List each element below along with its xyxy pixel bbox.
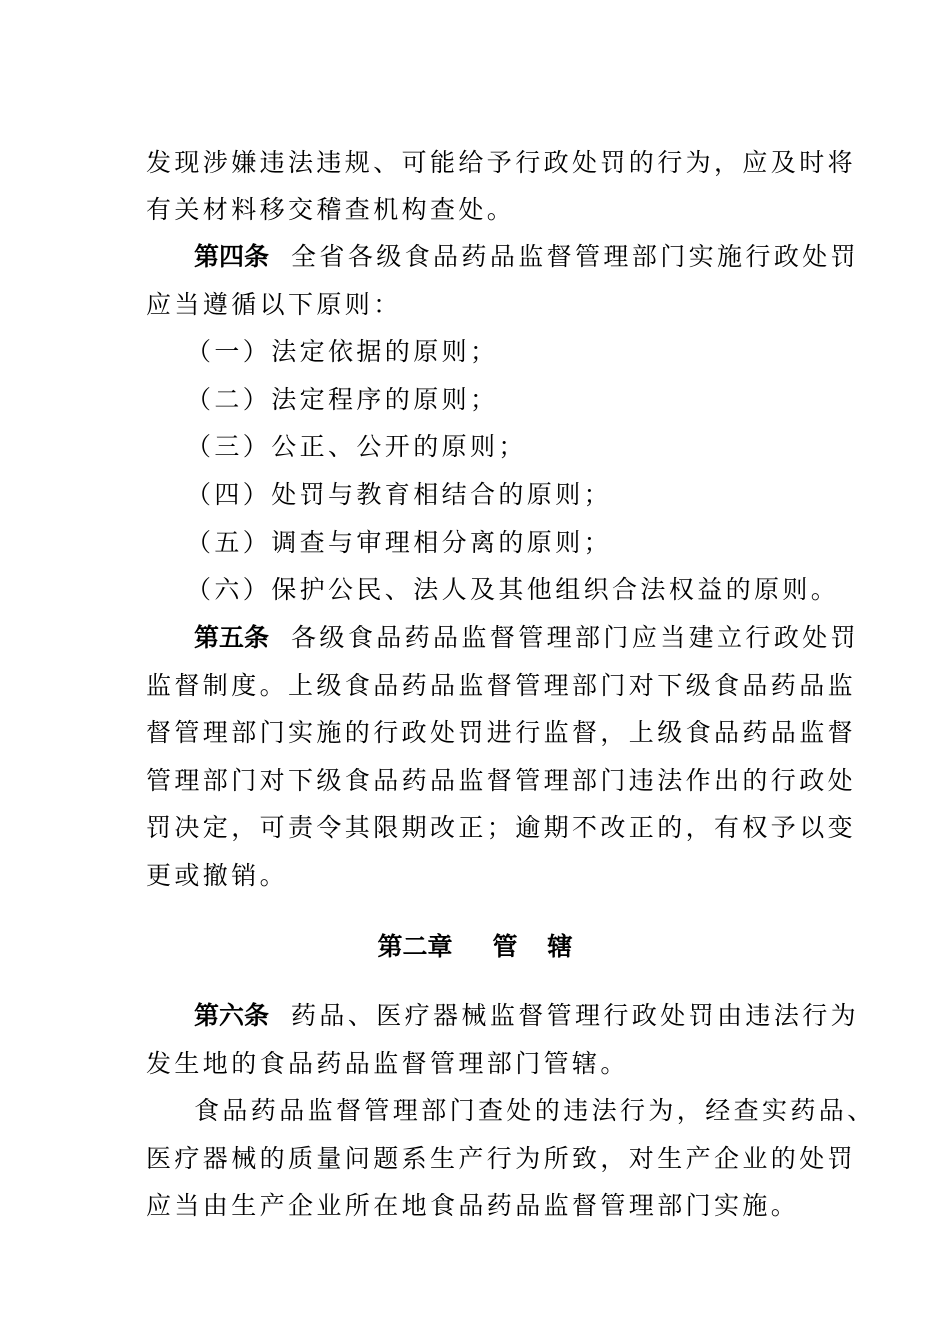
text-line: 更或撤销。: [146, 861, 289, 890]
text-line: 罚决定，可责令其限期改正；逾期不改正的，有权予以变: [146, 813, 857, 842]
chapter-number: 第二章: [377, 932, 453, 961]
article-4-first-line: [194, 240, 860, 274]
article-number: 第五条: [194, 623, 270, 652]
text-line: 医疗器械的质量问题系生产行为所致，对生产企业的处罚: [146, 1144, 857, 1173]
principle-item: （四）处罚与教育相结合的原则；: [186, 480, 613, 509]
article-number: 第四条: [194, 242, 270, 271]
text-line: 发现涉嫌违法违规、可能给予行政处罚的行为，应及时将: [146, 148, 857, 177]
principle-item: （一）法定依据的原则；: [186, 337, 499, 366]
chapter-heading: [0, 930, 950, 964]
article-5-first-line: [194, 621, 860, 655]
text-line: 管理部门对下级食品药品监督管理部门违法作出的行政处: [146, 766, 857, 795]
text-line: 应当由生产企业所在地食品药品监督管理部门实施。: [146, 1191, 800, 1220]
text-line: 发生地的食品药品监督管理部门管辖。: [146, 1049, 629, 1078]
principle-item: （二）法定程序的原则；: [186, 385, 499, 414]
chapter-title-char: 管: [492, 932, 518, 961]
principle-item: （三）公正、公开的原则；: [186, 432, 527, 461]
article-text: 全省各级食品药品监督管理部门实施行政处罚: [291, 242, 860, 271]
principle-item: （六）保护公民、法人及其他组织合法权益的原则。: [186, 575, 840, 604]
text-line: 食品药品监督管理部门查处的违法行为，经查实药品、: [194, 1096, 876, 1125]
article-text: 药品、医疗器械监督管理行政处罚由违法行为: [291, 1001, 860, 1030]
chapter-title-char: 辖: [547, 932, 573, 961]
text-line: 有关材料移交稽查机构查处。: [146, 195, 516, 224]
text-line: 监督制度。上级食品药品监督管理部门对下级食品药品监: [146, 671, 857, 700]
article-text: 各级食品药品监督管理部门应当建立行政处罚: [291, 623, 860, 652]
article-number: 第六条: [194, 1001, 270, 1030]
text-line: 督管理部门实施的行政处罚进行监督，上级食品药品监督: [146, 718, 857, 747]
text-line: 应当遵循以下原则：: [146, 290, 402, 319]
article-6-first-line: [194, 999, 860, 1033]
principle-item: （五）调查与审理相分离的原则；: [186, 528, 613, 557]
